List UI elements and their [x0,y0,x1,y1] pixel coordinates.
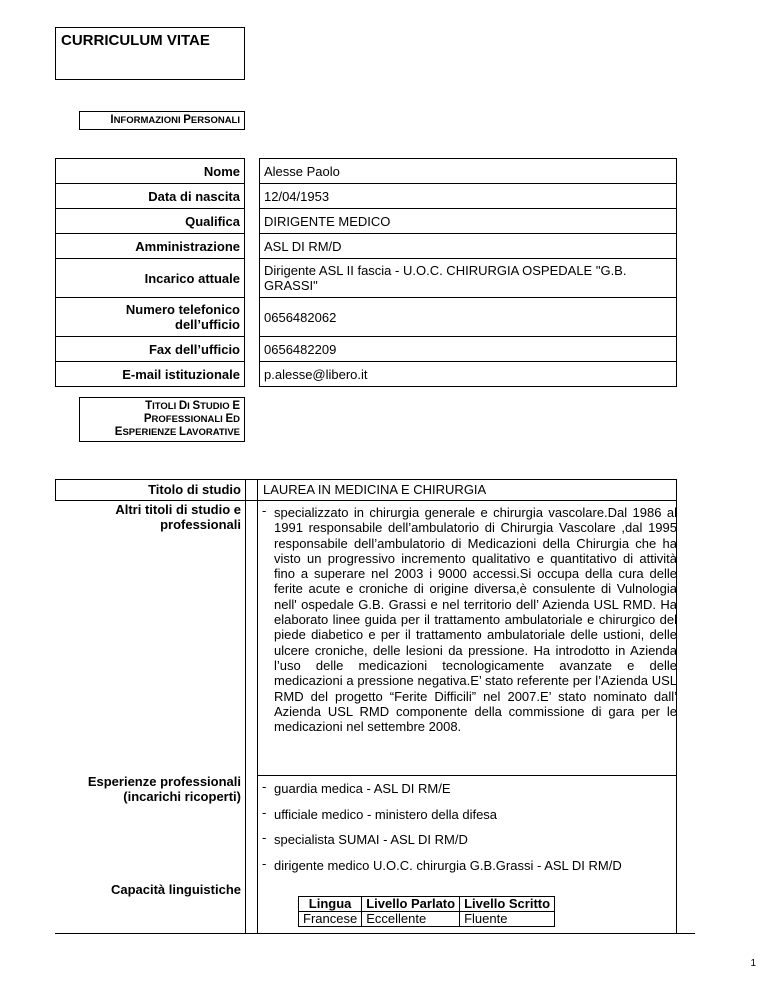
cv-title: CURRICULUM VITAE [55,27,245,80]
info-value: DIRIGENTE MEDICO [260,209,677,234]
info-value: ASL DI RM/D [260,234,677,259]
bullet-dash: - [262,503,267,518]
info-value: 0656482209 [260,337,677,362]
bullet-dash: - [262,805,267,820]
language-row [299,912,555,927]
info-row [56,337,677,362]
value-altri-titoli: specializzato in chirurgia generale e chirurgia vascolare.Dal 1986 al 1991 responsabile dell’ambulatorio di Chirurgia Vascolare ,dal 1995 responsabile dell’ambulatorio di Medicazioni della Chirurgia che ha visto un progressivo incremento qualitativo e quantitativo di attività fino a superare nel 2003 i 9000 accessi.Si occupa della cura delle ferite acute e croniche di origine diversa,è consulente di Vulnologia nell' ospedale G.B. Grassi e nel territorio dell’ Azienda USL RMD. Ha elaborato linee guida per il trattamento ambulatoriale e chirurgico del piede diabetico e per il trattamento ambulatoriale delle ustioni, delle ulcere croniche, delle lesioni da pressione. Ha introdotto in Azienda l’uso delle medicazioni tecnologicamente avanzate e delle medicazioni a pressione negativa.E’ stato referente per l’Azienda USL RMD del progetto “Ferite Difficili” nel 2007.E’ stato nominato dall’ Azienda USL RMD componente della commissione di gara per le medicazioni nel settembre 2008. [274,505,677,735]
info-row [56,259,677,298]
info-label: Incarico attuale [56,259,245,298]
bullet-dash: - [262,779,267,794]
label-altri-titoli: Altri titoli di studio e professionali [115,502,241,532]
info-value: 12/04/1953 [260,184,677,209]
info-label: Numero telefonico dell’ufficio [56,298,245,337]
info-label: E-mail istituzionale [56,362,245,387]
language-cell: Fluente [460,912,555,927]
language-header-cell: Livello Scritto [460,897,555,912]
info-value: 0656482062 [260,298,677,337]
info-label: Amministrazione [56,234,245,259]
label-titolo-studio: Titolo di studio [148,482,241,497]
language-header-row [299,897,555,912]
info-label: Fax dell’ufficio [56,337,245,362]
info-value: Dirigente ASL II fascia - U.O.C. CHIRURGIA OSPEDALE "G.B. GRASSI" [260,259,677,298]
page-number: 1 [750,958,756,969]
language-cell: Francese [299,912,362,927]
info-row [56,209,677,234]
section-personal-info [79,111,245,130]
value-titolo-studio: LAUREA IN MEDICINA E CHIRURGIA [263,482,487,497]
label-capacita-linguistiche: Capacità linguistiche [110,882,241,897]
section-titles-experience [79,397,245,442]
info-value: Alesse Paolo [260,159,677,184]
info-row [56,184,677,209]
bullet-dash: - [262,856,267,871]
experience-item: dirigente medico U.O.C. chirurgia G.B.Grassi - ASL DI RM/D [274,858,622,873]
language-cell: Eccellente [362,912,460,927]
experience-item: specialista SUMAI - ASL DI RM/D [274,832,468,847]
language-header-cell: Lingua [299,897,362,912]
info-row [56,159,677,184]
language-header-cell: Livello Parlato [362,897,460,912]
language-table [298,896,555,927]
experience-item: guardia medica - ASL DI RM/E [274,781,451,796]
bullet-dash: - [262,830,267,845]
section-titles-label: TITOLI DI STUDIO E PROFESSIONALI ED ESPERIENZE LAVORATIVE [114,400,240,438]
info-row [56,298,677,337]
info-value: p.alesse@libero.it [260,362,677,387]
info-label: Nome [56,159,245,184]
label-esperienze: Esperienze professionali (incarichi ricoperti) [87,774,241,804]
info-label: Qualifica [56,209,245,234]
experience-item: ufficiale medico - ministero della difesa [274,807,498,822]
info-row [56,234,677,259]
section-personal-label: INFORMAZIONI PERSONALI [110,114,240,126]
info-row [56,362,677,387]
info-label: Data di nascita [56,184,245,209]
personal-info-table [55,158,677,387]
